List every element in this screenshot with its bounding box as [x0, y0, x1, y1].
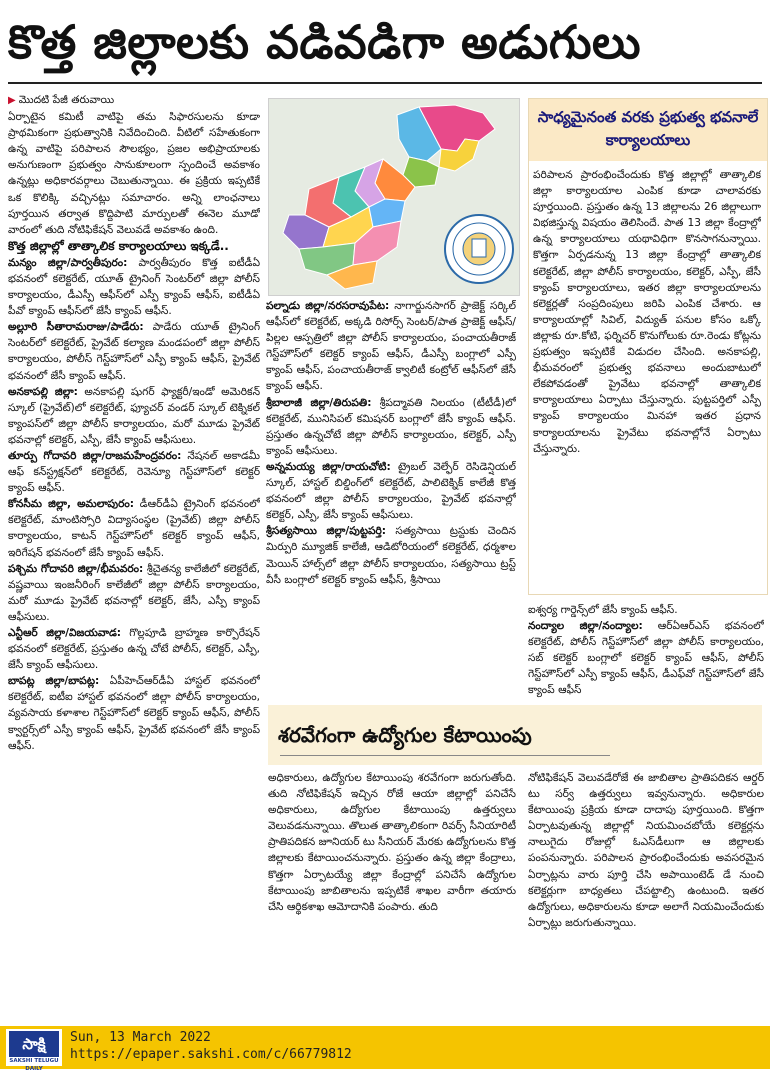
district-text: గొల్లపూడి బ్రాహ్మణ కార్పొరేషన్ భవనంలో కలెక్టరేట్, ప్రస్తుతం ఉన్న చోటే పోలీస్, కలెక్టర్, ఎస్పీ, జేసీ క్యాంప్ ఆఫీసులు. [8, 627, 260, 672]
district-name: మన్యం జిల్లా/పార్వతీపురం: [8, 256, 128, 269]
district-text: పాడేరు యూత్ ట్రైనింగ్ సెంటర్‌లో కలెక్టరేట్, ప్రైవేట్ కల్యాణ మండపంలో జిల్లా పోలీస్ కార్యాలయం, పోలీస్ గెస్ట్‌హౌస్‌లో ఎస్పీ క్యాంప్ ఆఫీస్, ప్రైవేట్ భవనంలో జేసీ క్యాంప్ ఆఫీస్. [8, 321, 260, 382]
district-entry [8, 384, 260, 448]
district-text: సత్యసాయి ట్రస్టుకు చెందిన మిర్పురి మ్యూజిక్ కాలేజీ, ఆడిటోరియంలో కలెక్టరేట్, ధర్మశాల మెయిన్ హాల్స్‌లో జిల్లా పోలీస్ కార్యాలయం, సత్యసాయి ట్రస్ట్ వీసీ బంగ్లాలో కలెక్టర్ క్యాంప్ ఆఫీస్, శ్రీసాయి [266, 525, 516, 586]
district-name: తూర్పు గోదావరి జిల్లా/రాజమహేంద్రవరం: [8, 449, 182, 462]
district-text: శ్రీపద్మావతి నిలయం (టీటీడీ)లో కలెక్టరేట్, మునిసిపల్ కమిషనర్ బంగ్లాలో జేసీ క్యాంప్ ఆఫీస్. ప్రస్తుతం ఉన్నచోటే జిల్లా పోలీస్ కార్యాలయం, కలెక్టర్, ఎస్పీ క్యాంప్ ఆఫీసులు. [266, 396, 516, 457]
district-entry [8, 561, 260, 625]
district-text: అనకాపల్లి షుగర్ ఫ్యాక్టరీ/ఇండో అమెరికన్ స్కూల్ (ప్రైవేట్)లో కలెక్టరేట్, ఫ్యూచర్ వండర్ స్కూల్ టెక్నికల్ క్యాంపస్‌లో జిల్లా పోలీస్ కార్యాలయం, మరో మూడు ప్రైవేట్ భవనాల్లో కలెక్టర్, ఎస్పీ, జేసీ క్యాంప్ ఆఫీసులు. [8, 385, 260, 446]
district-name: శ్రీబాలాజీ జిల్లా/తిరుపతి: [266, 396, 372, 409]
district-entry [266, 298, 516, 395]
district-text: ఆర్ఏఆర్ఎస్ భవనంలో కలెక్టరేట్, పోలీస్ గెస్ట్‌హౌస్‌లో జిల్లా పోలీస్ కార్యాలయం, సబ్ కలెక్టర్ బంగ్లాలో కలెక్టర్ క్యాంప్ ఆఫీస్, పోలీస్ గెస్ట్‌హౌస్‌లో ఎస్పీ క్యాంప్ ఆఫీస్, డీఎఫ్‌వో గెస్ట్‌హౌస్‌లో జేసీ క్యాంప్ ఆఫీస్ [528, 620, 764, 697]
district-text: పార్వతీపురం కొత్త ఐటీడీఏ భవనంలో కలెక్టరేట్, యూత్ ట్రైనింగ్ సెంటర్‌లో జిల్లా పోలీస్ కార్యాలయం, డీఎస్పీ ఆఫీస్‌లో ఎస్పీ క్యాంప్ ఆఫీస్, ఐటీడీఏ పీవో క్యాంప్ ఆఫీస్‌లో జేసీ క్యాంప్ ఆఫీస్. [8, 256, 260, 318]
district-entry [8, 625, 260, 673]
district-entry [8, 448, 260, 496]
edition-date: Sun, 13 March 2022 [70, 1030, 211, 1045]
box-title: సాధ్యమైనంత వరకు ప్రభుత్వ భవనాలే కార్యాలయాలు [529, 99, 767, 161]
district-text: ట్రైబల్ వెల్ఫేర్ రెసిడెన్షియల్ స్కూల్, హాస్టల్ బిల్డింగ్‌లో కలెక్టరేట్, పాలిటెక్నిక్ కాలేజీ కొత్త భవనంలో జిల్లా పోలీస్ కార్యాలయం, ప్రైవేట్ భవనాల్లో కలెక్టర్, ఎస్పీ, జేసీ క్యాంప్ ఆఫీసులు. [266, 460, 516, 522]
employees-column-2 [528, 770, 764, 1020]
district-name: అల్లూరి సీతారామరాజు/పాడేరు: [8, 321, 144, 334]
district-entry [266, 459, 516, 523]
district-list-col1 [8, 255, 260, 754]
logo-mark: సాక్షి [9, 1031, 59, 1057]
continuation-line [8, 92, 260, 109]
district-entry [266, 395, 516, 459]
district-name: పల్నాడు జిల్లా/నరసరావుపేట: [266, 300, 390, 312]
district-name: ఎన్టీఆర్ జిల్లా/విజయవాడ: [8, 627, 122, 639]
continuation-label: మొదటి పేజీ తరువాయి [18, 94, 115, 106]
district-name: అన్నమయ్య జిల్లా/రాయచోటి: [266, 460, 391, 473]
district-list-col2 [266, 298, 516, 588]
district-text: డీఆర్‌డీఏ ట్రైనింగ్ భవనంలో కలెక్టరేట్, మాంటిస్సోరి విద్యాసంస్థల (ప్రైవేట్) జిల్లా పోలీస్ కార్యాలయం, కాటన్ గెస్ట్‌హౌస్‌లో కలెక్టర్ క్యాంప్ ఆఫీస్, ఇరిగేషన్ భవనంలో జేసీ క్యాంప్ ఆఫీస్. [8, 498, 260, 559]
col3-continuation: ఐశ్వర్య గార్డెన్స్‌లో జేసీ క్యాంప్ ఆఫీస్. [528, 604, 678, 616]
employees-text-1: అధికారులు, ఉద్యోగుల కేటాయింపు శరవేగంగా జరుగుతోంది. తుది నోటిఫికేషన్ ఇచ్చిన రోజే ఆయా జిల్లాల్లో పనిచేసే అధికారులు, ఉద్యోగుల కేటాయింపు ఉత్తర్వులు వెలువడనున్నాయి. తొలుత తాత్కాలికంగా రివర్స్ సీనియారిటీ ప్రాతిపదికన జూనియర్ టు సీనియర్ మేరకు ఉద్యోగులను కొత్త జిల్లాలకు కేటాయించనున్నారు. ప్రస్తుతం ఉన్న జిల్లా కేంద్రాలు, కొత్తగా ఏర్పాటయ్యే జిల్లా కేంద్రాల్లో పనిచేసే ఉద్యోగుల కేటాయింపు జాబితాలను ఇప్పటికే శాఖల వారీగా తయారు చేసి ఆర్థికశాఖ ఆమోదానికి పంపారు. తుది [268, 772, 516, 913]
district-map-image [268, 98, 520, 296]
sakshi-logo[interactable] [6, 1029, 62, 1072]
box-body: పరిపాలన ప్రారంభించేందుకు కొత్త జిల్లాల్లో తాత్కాలిక జిల్లా కార్యాలయాల ఎంపిక కూడా చాలావరకు పూర్తయింది. ప్రస్తుతం ఉన్న 13 జిల్లాలను 26 జిల్లాలుగా విభజిస్తున్న విషయం తెలిసిందే. పాత 13 జిల్లా కేంద్రాల్లో ఉన్న కార్యాలయాలు యథావిధిగా కొనసాగనున్నాయి. కొత్తగా ఏర్పడనున్న 13 జిల్లా కేంద్రాల్లో తాత్కాలిక కలెక్టరేట్, జిల్లా పోలీస్ కార్యాలయం, కలెక్టర్, ఎస్పీ, జేసీ క్యాంప్ కార్యాలయాలు, ఇతర జిల్లా కార్యాలయాలను కలెక్టర్లతో సంప్రదింపులు జరిపి ఎంపిక చేశారు. ఆ కార్యాలయాల్లో సివిల్, విద్యుత్ పనుల కోసం ఒక్కో జిల్లాకు రూ.కోటి, ఫర్నిచర్ కొనుగోలుకు రూ.రెండు కోట్లను ప్రభుత్వం ఇప్పటికే విడుదల చేసింది. అనకాపల్లి, భీమవరంలో ప్రభుత్వ భవనాలు అందుబాటులో లేకపోవడంతో ప్రైవేటు భవనాల్లో తాత్కాలిక కార్యాలయాలు ఏర్పాటు చేస్తున్నారు. పుట్టపర్తిలో ఎస్పీ క్యాంప్ కార్యాలయం మినహా ఇతర ప్రధాన కార్యాలయాలను ప్రైవేటు భవనాల్లోనే ఏర్పాటు చేస్తున్నారు. [533, 169, 761, 455]
district-name: నంద్యాల జిల్లా/నంద్యాల: [528, 620, 643, 633]
sidebar-box [528, 98, 768, 595]
employees-text-2: నోటిఫికేషన్ వెలువడేరోజే ఈ జాబితాల ప్రాతిపదికన ఆర్డర్ టు సర్వ్ ఉత్తర్వులు ఇవ్వనున్నారు. అధికారుల కేటాయింపు ప్రక్రియ కూడా దాదాపు పూర్తయింది. కొత్తగా ఏర్పాటవుతున్న జిల్లాల్లో నియమించబోయే కలెక్టర్లను నాలుగైదు రోజుల్లో ఓఎస్‌డీలుగా ఆ జిల్లాలకు పంపనున్నారు. పరిపాలన ప్రారంభించేందుకు అవసరమైన ఏర్పాట్లను వారు పూర్తి చేసి అపాయింటెడ్ డే నుంచి కలెక్టర్లుగా బాధ్యతలు చేపట్టాల్సి ఉంటుంది. ఇతర ఉద్యోగులు, అధికారులను కూడా అలాగే నియమించేందుకు ఏర్పాట్లు జరుగుతున్నాయి. [528, 772, 764, 929]
district-entry [8, 673, 260, 753]
footer-bar [0, 1026, 770, 1072]
district-entry [528, 618, 764, 698]
continuation-arrow-icon: ▶ [8, 95, 16, 106]
district-name: బాపట్ల జిల్లా/బాపట్ల: [8, 675, 100, 688]
district-entry [8, 496, 260, 560]
district-name: శ్రీసత్యసాయి జిల్లా/పుట్టపర్తి: [266, 525, 387, 538]
headline: కొత్త జిల్లాలకు వడివడిగా అడుగులు [8, 15, 642, 69]
district-text: ఏపీహెచ్ఆర్‌డీఏ హాస్టల్ భవనంలో కలెక్టరేట్, ఐటీఐ హాస్టల్ భవనంలో జిల్లా పోలీస్ కార్యాలయం, వ్యవసాయ కళాశాల గెస్ట్‌హౌస్‌లో కలెక్టర్ క్యాంప్ ఆఫీస్, పోలీస్ క్వార్టర్స్‌లో ఎస్పీ క్యాంప్ ఆఫీస్, ప్రైవేట్ భవనంలో జేసీ క్యాంప్ ఆఫీస్. [8, 675, 260, 752]
epaper-url-link[interactable]: https://epaper.sakshi.com/c/66779812 [70, 1047, 352, 1062]
intro-paragraph: ఏర్పాటైన కమిటీ వాటిపై తమ సిఫారసులను కూడా ప్రాథమికంగా ప్రభుత్వానికి నివేదించింది. వీటిలో సహేతుకంగా ఉన్న వాటిపై పరిపాలన సౌలభ్యం, ప్రజల అభిప్రాయాలకు అనుగుణంగా ప్రభుత్వం సానుకూలంగా స్పందించే అవకాశం ఉన్నట్లు అధికారవర్గాలు చెబుతున్నాయి. ఈ ప్రక్రియ ఇప్పటికే ఒక కొలిక్కి వచ్చినట్లు సమాచారం. అన్ని లాంఛనాలు పూర్తయిన తర్వాత కొద్దిపాటి మార్పులతో ఈనెల మూడో వారంలో తుది నోటిఫికేషన్ వెలువడే అవకాశం ఉంది. [8, 111, 260, 236]
logo-subtext: SAKSHI TELUGU DAILY [9, 1058, 59, 1072]
district-entry [8, 319, 260, 383]
band-title: శరవేగంగా ఉద్యోగుల కేటాయింపు [278, 723, 532, 747]
employees-column-1 [268, 770, 516, 1020]
headline-rule [8, 82, 762, 84]
district-text: శ్రీచైతన్య కాలేజీలో కలెక్టరేట్, వష్ణవాయి ఇంజనీరింగ్ కాలేజీలో జిల్లా పోలీస్ కార్యాలయం, మరో మూడు ప్రైవేట్ భవనాల్లో కలెక్టర్, జేసీ, ఎస్పీ క్యాంప్ ఆఫీసులు. [8, 562, 260, 623]
ap-district-map [269, 99, 519, 295]
article-column-2 [266, 298, 516, 700]
district-text: నేషనల్ అకాడమీ ఆఫ్ కన్‌స్ట్రక్షన్‌లో కలెక్టరేట్, రెవెన్యూ గెస్ట్‌హౌస్‌లో కలెక్టర్ క్యాంప్ ఆఫీస్. [8, 449, 260, 495]
section-band [268, 705, 762, 765]
district-name: పశ్చిమ గోదావరి జిల్లా/భీమవరం: [8, 562, 144, 575]
district-entry [266, 523, 516, 587]
article-column-3 [528, 602, 764, 702]
subhead: కొత్త జిల్లాల్లో తాత్కాలిక కార్యాలయాలు ఇక్కడే.. [8, 238, 229, 253]
district-text: నాగార్జునసాగర్ ప్రాజెక్ట్ సర్కిల్ ఆఫీస్‌లో కలెక్టరేట్, అక్కడి రిసోర్స్ సెంటర్/పాత ప్రాజెక్ట్ ఆఫీస్/పిల్లల ఆస్పత్రిలో జిల్లా పోలీస్ కార్యాలయం, పంచాయతీరాజ్ గెస్ట్‌హౌస్‌లో కలెక్టర్ క్యాంప్ ఆఫీస్, డీఎస్పీ బంగ్లాలో ఎస్పీ క్యాంప్ ఆఫీస్, పంచాయతీరాజ్ క్వాలిటీ కంట్రోల్ ఆఫీస్‌లో జేసీ క్యాంప్ ఆఫీస్. [266, 300, 516, 393]
district-entry [8, 255, 260, 319]
district-name: అనకాపల్లి జిల్లా: [8, 385, 78, 398]
article-column-1 [8, 92, 260, 1022]
district-name: కోనసీమ జిల్లా, అమలాపురం: [8, 498, 134, 511]
band-underline [280, 755, 610, 756]
